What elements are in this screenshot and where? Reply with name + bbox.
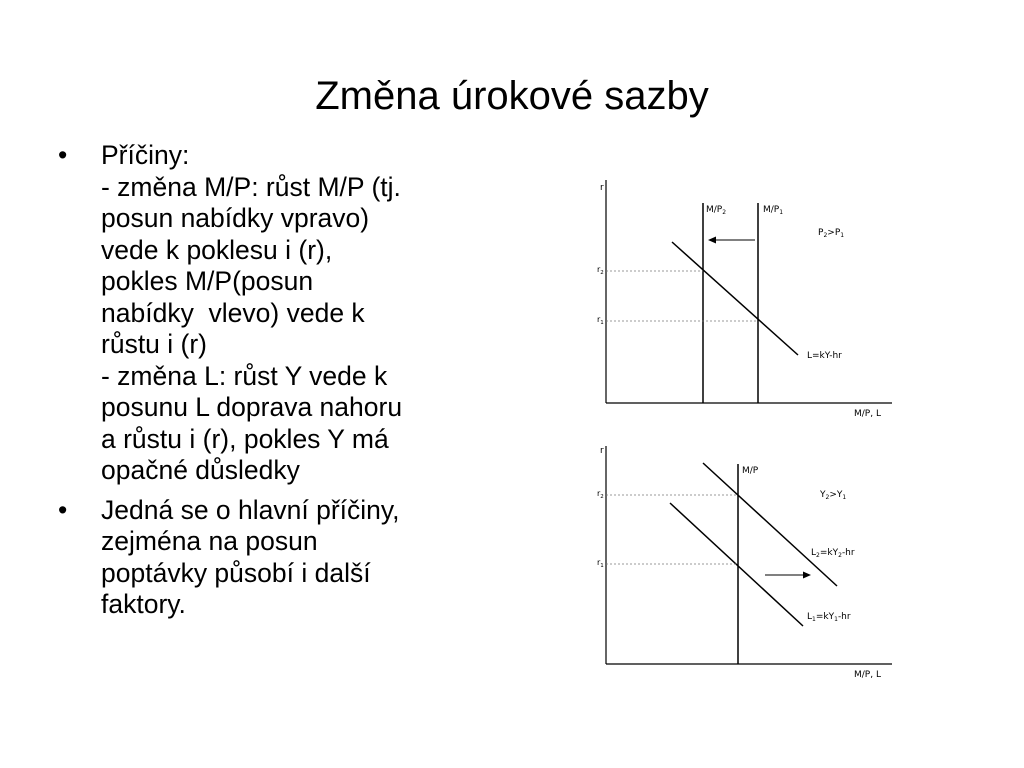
arrow-head-right-icon xyxy=(803,572,811,579)
demand-label-l: L=kY-hr xyxy=(807,351,842,361)
y-axis-label: r xyxy=(600,183,604,193)
bullet-line: - změna L: růst Y vede k xyxy=(101,360,388,391)
bullet-line: posunu L doprava nahoru xyxy=(101,392,403,422)
x-axis-label: M/P, L xyxy=(854,409,881,419)
bullet-list xyxy=(58,140,508,629)
r2-label: $r_2$ xyxy=(597,489,604,500)
demand-curve-l2 xyxy=(703,463,837,586)
r1-label: $r_1$ xyxy=(597,558,604,569)
money-supply-graph xyxy=(560,170,900,430)
bullet-line: pokles M/P(posun xyxy=(101,266,314,296)
y-axis-label: r xyxy=(600,446,604,456)
bullet-marker: • xyxy=(58,494,68,525)
demand-label-l2: $L_2=kY_2-hr$ xyxy=(811,548,855,559)
money-demand-graph xyxy=(560,436,900,696)
bullet-line: nabídky vlevo) vede k xyxy=(101,297,365,328)
bullet-line: růstu i (r) xyxy=(101,329,207,359)
r1-label: $r_1$ xyxy=(597,315,604,326)
bullet-main-causes xyxy=(58,495,508,621)
demand-curve-l1 xyxy=(670,503,803,626)
bullet-line: vede k poklesu i (r), xyxy=(101,234,333,265)
price-condition-label: $P_2>P_1$ xyxy=(818,228,845,239)
demand-label-l1: $L_1=kY_1-hr$ xyxy=(807,612,851,623)
slide-title: Změna úrokové sazby xyxy=(315,74,709,118)
supply-label-m-p: M/P xyxy=(742,466,759,476)
money-demand-shift-diagram xyxy=(560,436,900,701)
bullet-line: zejména na posun xyxy=(101,526,318,556)
bullet-line: posun nabídky vpravo) xyxy=(101,203,370,233)
x-axis-label: M/P, L xyxy=(854,670,881,680)
bullet-line: opačné důsledky xyxy=(101,455,300,485)
bullet-line: Jedná se o hlavní příčiny, xyxy=(101,494,400,525)
income-condition-label: $Y_2>Y_1$ xyxy=(820,490,847,501)
bullet-causes xyxy=(58,140,508,487)
bullet-line: faktory. xyxy=(101,589,186,619)
bullet-line: a růstu i (r), pokles Y má xyxy=(101,423,389,454)
arrow-head-left-icon xyxy=(708,237,716,244)
bullet-line: Příčiny: xyxy=(101,140,190,170)
money-supply-shift-diagram xyxy=(560,170,900,435)
bullet-marker: • xyxy=(58,140,68,170)
bullet-line: - změna M/P: růst M/P (tj. xyxy=(101,171,401,202)
supply-label-m-p2: $M/P_2$ xyxy=(706,205,727,216)
r2-label: $r_2$ xyxy=(597,265,604,276)
bullet-line: poptávky působí i další xyxy=(101,557,371,588)
demand-curve-l xyxy=(672,242,798,355)
supply-label-m-p1: $M/P_1$ xyxy=(763,205,784,216)
